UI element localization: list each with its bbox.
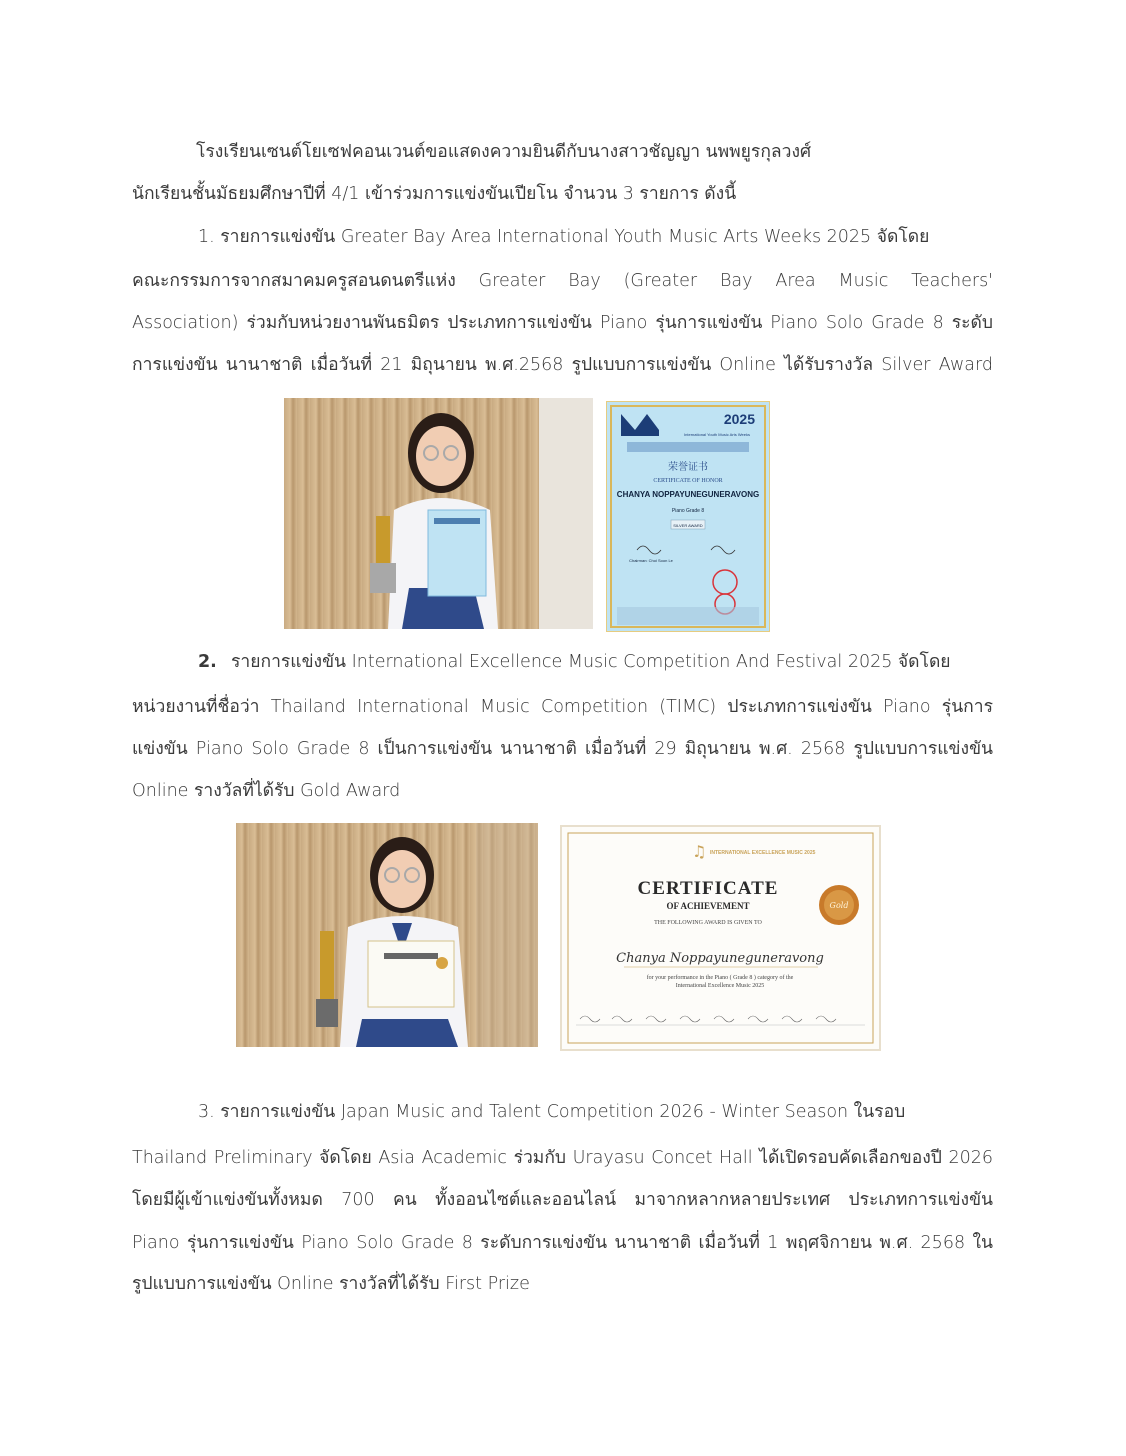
item3-line-4: Piano รุ่นการแข่งขัน Piano Solo Grade 8 ระดับการแข่งขัน นานาชาติ เมื่อวันที่ 1 พฤศจิกายน พ.ศ. 2568 ใน <box>132 1233 993 1253</box>
item2-line-2: หน่วยงานที่ชื่อว่า Thailand International Music Competition (TIMC) ประเภทการแข่งขัน Piano รุ่นการ <box>132 697 993 717</box>
item2-line-1: รายการแข่งขัน International Excellence Music Competition And Festival 2025 จัดโดย <box>231 652 951 672</box>
cert1-award: SILVER AWARD <box>673 523 703 528</box>
cert1-year: 2025 <box>723 411 755 427</box>
cert1-category: Piano Grade 8 <box>671 508 705 514</box>
certificate-photo-1 <box>606 401 770 632</box>
cert1-chairman: Chairman: Choi Soon Le <box>629 558 673 563</box>
cert2-seal: Gold <box>829 901 849 910</box>
cert1-recipient: CHANYA NOPPAYUNEGUNERAVONG <box>616 490 760 499</box>
student-photo-1 <box>284 398 593 629</box>
intro-line-2: นักเรียนชั้นมัธยมศึกษาปีที่ 4/1 เข้าร่วมการแข่งขันเปียโน จำนวน 3 รายการ ดังนี้ <box>132 184 737 204</box>
student-photo-2 <box>236 823 538 1047</box>
cert1-subtitle: CERTIFICATE OF HONOR <box>653 478 723 484</box>
item1-line-4: การแข่งขัน นานาชาติ เมื่อวันที่ 21 มิถุนายน พ.ศ.2568 รูปแบบการแข่งขัน Online ได้รับรางวัล Silver Award <box>132 355 993 375</box>
cert2-given: THE FOLLOWING AWARD IS GIVEN TO <box>654 920 762 926</box>
item1-line-2: คณะกรรมการจากสมาคมครูสอนดนตรีแห่ง Greater Bay (Greater Bay Area Music Teachers' <box>132 271 993 291</box>
cert2-performance-2: International Excellence Music 2025 <box>675 983 765 989</box>
item3-line-3: โดยมีผู้เข้าแข่งขันทั้งหมด 700 คน ทั้งออนไซต์และออนไลน์ มาจากหลากหลายประเทศ ประเภทการแข่งขัน <box>132 1190 993 1210</box>
item3-line-5: รูปแบบการแข่งขัน Online รางวัลที่ได้รับ First Prize <box>132 1274 530 1294</box>
item2-number: 2. <box>198 652 217 672</box>
intro-line-1: โรงเรียนเซนต์โยเซฟคอนเวนต์ขอแสดงความยินดีกับนางสาวชัญญา นพพยูรกุลวงศ์ <box>196 142 812 162</box>
item1-line-3: Association) ร่วมกับหน่วยงานพันธมิตร ประเภทการแข่งขัน Piano รุ่นการแข่งขัน Piano Solo Grade 8 ระดับ <box>132 313 993 333</box>
cert2-subtitle: OF ACHIEVEMENT <box>666 901 750 911</box>
cert1-title-cn: 荣誉证书 <box>668 462 708 473</box>
item1-line-1: 1. รายการแข่งขัน Greater Bay Area International Youth Music Arts Weeks 2025 จัดโดย <box>198 227 930 247</box>
cert2-logo-text: INTERNATIONAL EXCELLENCE MUSIC 2025 <box>710 850 816 856</box>
cert2-signature: Chanya Noppayuneguneravong <box>616 951 824 966</box>
cert1-header: International Youth Music Arts Weeks <box>684 432 750 437</box>
item3-line-1: 3. รายการแข่งขัน Japan Music and Talent Competition 2026 - Winter Season ในรอบ <box>198 1102 906 1122</box>
cert2-title: CERTIFICATE <box>637 878 779 899</box>
certificate-photo-2 <box>560 825 881 1051</box>
item2-line-3: แข่งขัน Piano Solo Grade 8 เป็นการแข่งขัน นานาชาติ เมื่อวันที่ 29 มิถุนายน พ.ศ. 2568 รูปแบบการแข่งขัน <box>132 739 993 759</box>
item2-line-4: Online รางวัลที่ได้รับ Gold Award <box>132 781 401 801</box>
item3-line-2: Thailand Preliminary จัดโดย Asia Academic ร่วมกับ Urayasu Concet Hall ได้เปิดรอบคัดเลือกของปี 2026 <box>132 1148 993 1168</box>
cert2-performance-1: for your performance in the Piano ( Grade 8 ) category of the <box>646 975 794 981</box>
music-note-icon: ♫ <box>692 842 707 861</box>
